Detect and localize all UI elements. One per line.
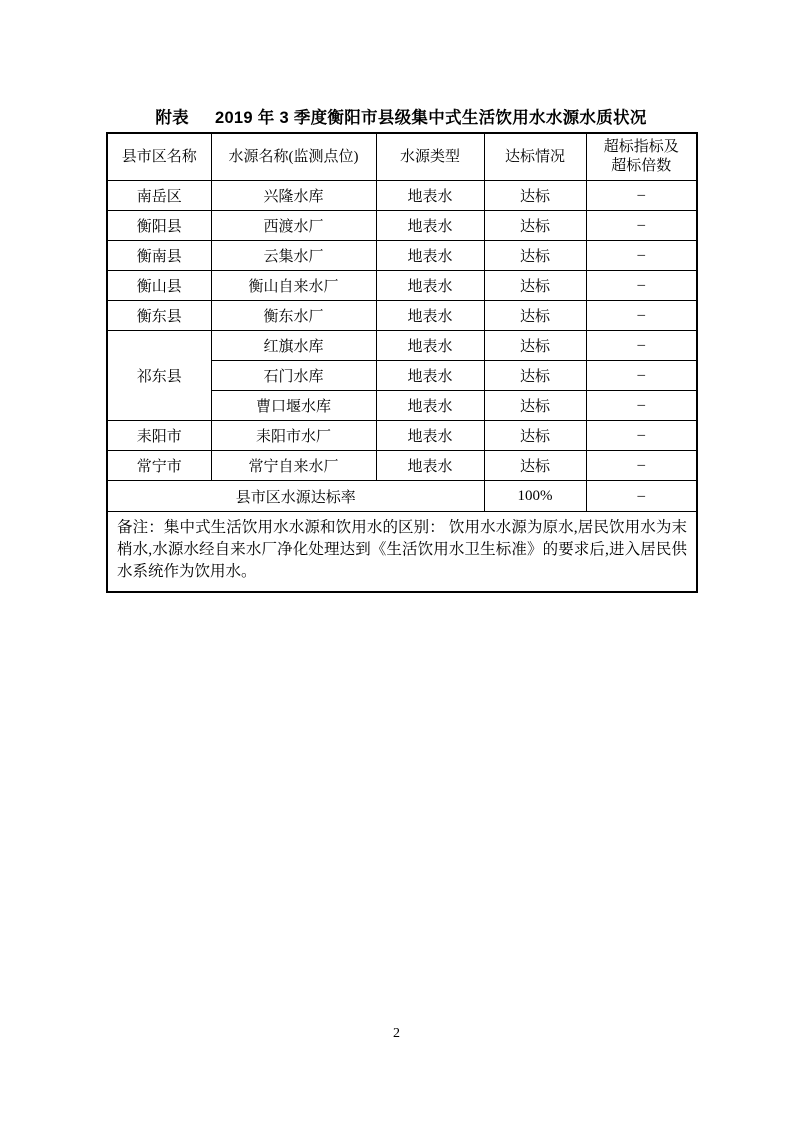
table-row [107,241,697,271]
status-cell: 达标 [484,181,586,211]
summary-label: 县市区水源达标率 [107,481,484,512]
source-cell: 常宁自来水厂 [211,451,376,481]
district-cell: 衡南县 [107,241,211,271]
table-row [107,451,697,481]
exceed-cell: – [586,361,697,391]
table-row [107,181,697,211]
source-cell: 衡东水厂 [211,301,376,331]
source-cell: 曹口堰水库 [211,391,376,421]
table-row [107,421,697,451]
col-header-exceed [586,133,697,181]
note-text: 集中式生活饮用水水源和饮用水的区别： 饮用水水源为原水,居民饮用水为末梢水,水源水经自来水厂净化处理达到《生活饮用水卫生标准》的要求后,进入居民供水系统作为饮用水。 [117,519,687,580]
page-title [106,104,696,128]
status-cell: 达标 [484,211,586,241]
col-header-district: 县市区名称 [107,133,211,181]
water-quality-table [106,132,698,593]
note-row [107,512,697,593]
col-header-exceed-line2: 超标倍数 [611,158,672,174]
exceed-cell: – [586,331,697,361]
col-header-status: 达标情况 [484,133,586,181]
exceed-cell: – [586,181,697,211]
exceed-cell: – [586,241,697,271]
type-cell: 地表水 [376,301,484,331]
district-cell: 衡东县 [107,301,211,331]
summary-exceed-cell: – [586,481,697,512]
exceed-cell: – [586,211,697,241]
source-cell: 衡山自来水厂 [211,271,376,301]
exceed-cell: – [586,271,697,301]
title-label: 附表 [155,109,189,127]
exceed-cell: – [586,421,697,451]
type-cell: 地表水 [376,331,484,361]
district-cell: 衡山县 [107,271,211,301]
status-cell: 达标 [484,391,586,421]
status-cell: 达标 [484,421,586,451]
source-cell: 兴隆水库 [211,181,376,211]
source-cell: 西渡水厂 [211,211,376,241]
type-cell: 地表水 [376,361,484,391]
status-cell: 达标 [484,301,586,331]
table-row [107,331,697,361]
note-cell [107,512,697,593]
summary-row [107,481,697,512]
district-cell: 常宁市 [107,451,211,481]
type-cell: 地表水 [376,181,484,211]
col-header-exceed-line1: 超标指标及 [603,139,679,156]
type-cell: 地表水 [376,271,484,301]
table-row [107,301,697,331]
exceed-cell: – [586,451,697,481]
source-cell: 红旗水库 [211,331,376,361]
type-cell: 地表水 [376,211,484,241]
table-row [107,211,697,241]
table-row [107,271,697,301]
note-label: 备注： [117,519,164,536]
exceed-cell: – [586,391,697,421]
status-cell: 达标 [484,241,586,271]
district-cell-merged: 祁东县 [107,331,211,421]
exceed-cell: – [586,301,697,331]
status-cell: 达标 [484,271,586,301]
district-cell: 南岳区 [107,181,211,211]
district-cell: 衡阳县 [107,211,211,241]
status-cell: 达标 [484,331,586,361]
title-text: 2019 年 3 季度衡阳市县级集中式生活饮用水水源水质状况 [214,109,647,127]
status-cell: 达标 [484,361,586,391]
col-header-type: 水源类型 [376,133,484,181]
type-cell: 地表水 [376,241,484,271]
type-cell: 地表水 [376,391,484,421]
type-cell: 地表水 [376,451,484,481]
status-cell: 达标 [484,451,586,481]
source-cell: 云集水厂 [211,241,376,271]
col-header-source: 水源名称(监测点位) [211,133,376,181]
district-cell: 耒阳市 [107,421,211,451]
source-cell: 石门水库 [211,361,376,391]
source-cell: 耒阳市水厂 [211,421,376,451]
type-cell: 地表水 [376,421,484,451]
header-row [107,133,697,181]
page-number: 2 [393,1026,400,1041]
compliance-rate-value: 100% [484,481,586,512]
